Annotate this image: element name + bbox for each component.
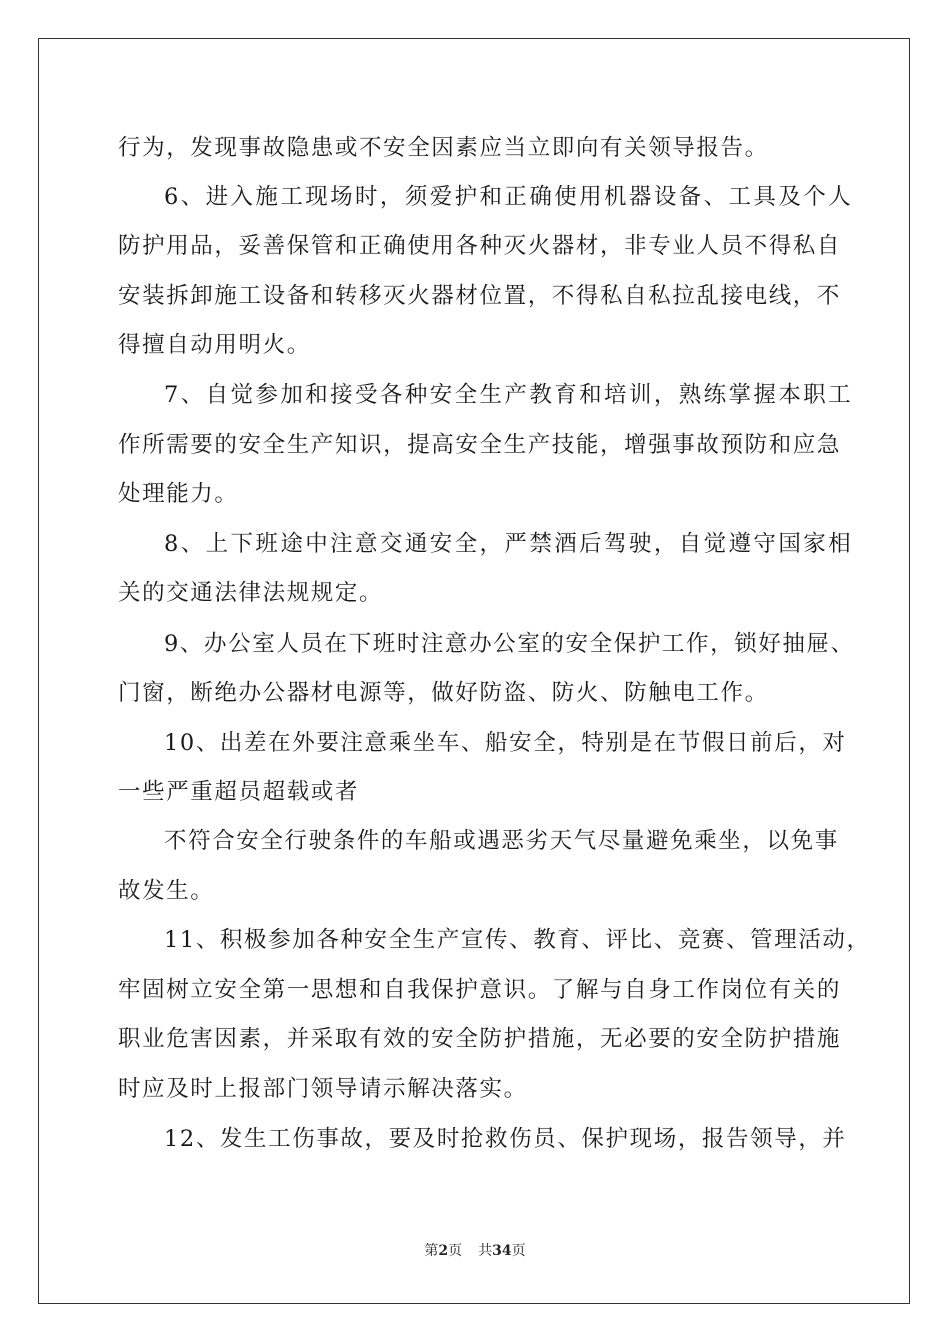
text-line: 牢固树立安全第一思想和自我保护意识。了解与自身工作岗位有关的 <box>118 977 842 1003</box>
text-line: 一些严重超员超载或者 <box>118 779 360 805</box>
total-suffix: 页 <box>511 1243 526 1259</box>
text-line: 职业危害因素，并采取有效的安全防护措施，无必要的安全防护措施 <box>118 1026 842 1052</box>
page-suffix: 页 <box>448 1243 463 1259</box>
text-line: 作所需要的安全生产知识，提高安全生产技能，增强事故预防和应急 <box>118 432 842 458</box>
text-line: 安装拆卸施工设备和转移灭火器材位置，不得私自私拉乱接电线，不 <box>118 283 842 309</box>
text-line: 10、出差在外要注意乘坐车、船安全，特别是在节假日前后，对 <box>164 730 847 756</box>
text-line: 行为，发现事故隐患或不安全因素应当立即向有关领导报告。 <box>118 135 769 161</box>
text-line: 故发生。 <box>118 878 215 904</box>
page-number: 2 <box>438 1243 449 1259</box>
text-line: 门窗，断绝办公器材电源等，做好防盗、防火、防触电工作。 <box>118 680 769 706</box>
text-line: 7、自觉参加和接受各种安全生产教育和培训，熟练掌握本职工 <box>164 382 854 408</box>
text-line: 9、办公室人员在下班时注意办公室的安全保护工作，锁好抽屉、 <box>164 631 855 657</box>
text-line: 处理能力。 <box>118 481 239 507</box>
text-line: 关的交通法律法规规定。 <box>118 580 384 606</box>
text-line: 防护用品，妥善保管和正确使用各种灭火器材，非专业人员不得私自 <box>118 233 842 259</box>
text-line: 11、积极参加各种安全生产宣传、教育、评比、竞赛、管理活动， <box>164 927 871 953</box>
page-footer <box>0 1240 950 1260</box>
text-line: 8、上下班途中注意交通安全，严禁酒后驾驶，自觉遵守国家相 <box>164 531 854 557</box>
total-pages: 34 <box>492 1243 512 1259</box>
text-line: 得擅自动用明火。 <box>118 332 311 358</box>
text-line: 不符合安全行驶条件的车船或遇恶劣天气尽量避免乘坐，以免事 <box>164 828 839 854</box>
text-line: 6、进入施工现场时，须爱护和正确使用机器设备、工具及个人 <box>164 184 854 210</box>
total-prefix: 共 <box>478 1243 493 1259</box>
text-line: 时应及时上报部门领导请示解决落实。 <box>118 1076 528 1102</box>
page-prefix: 第 <box>424 1243 439 1259</box>
text-line: 12、发生工伤事故，要及时抢救伤员、保护现场，报告领导，并 <box>164 1126 847 1152</box>
